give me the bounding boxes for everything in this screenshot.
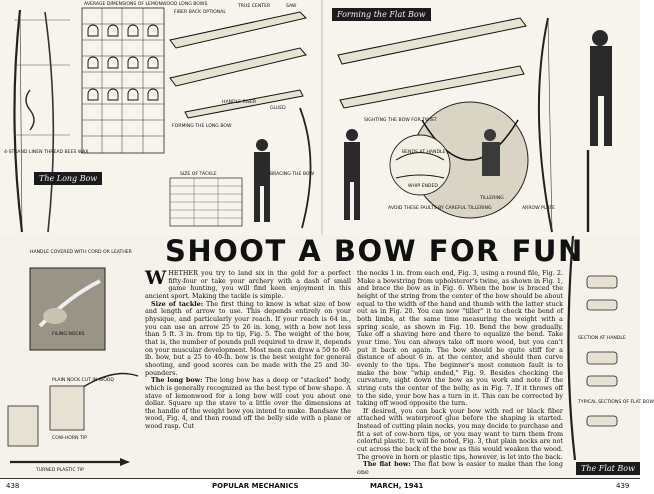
paragraph-long-bow [145,377,351,431]
bracing-label: BRACING THE BOW [270,172,315,177]
paragraph-flat-bow [357,461,563,476]
paragraph-text: If desired, you can back your bow with red or black fiber attached with waterproof glue before the shaping is started. Instead of cutting plain nocks, you may decide to purchase and fit a set of cow-horn tips, or you may want to turn them from colorful plastic. It will be noted, Fig. 3, that plain nocks are not cut across the back of the bow as this would weaken the wood. The groove in horn or plastic tips, however, is let into the back. [357,406,563,461]
bow-making-diagrams [0,0,640,235]
page-number-left: 438 [6,482,20,490]
article-headline: SHOOT A BOW FOR FUN [165,234,584,268]
paragraph-intro [145,267,351,301]
string-parts-label: 4-STRAND LINEN THREAD BEES WAX [4,150,89,155]
true-center-label: TRUE CENTER [238,4,271,9]
paragraph-nocks [357,270,563,408]
typical-sections-label: TYPICAL SECTIONS OF FLAT BOW [578,400,654,405]
handle-riser-label: HANDLE RISER [222,100,257,105]
long-bow-badge: The Long Bow [34,172,102,185]
forming-long-bow-label: FORMING THE LONG BOW [172,124,232,129]
nock-details-illustration [0,236,142,478]
page-number-right: 439 [616,482,630,490]
paragraph-text: The long bow has a deep or "stacked" body, which is generally recognized as the best type of bow shape. A stave of lemonwood for a long bow will cost you about one dollar. Square up the stave to a little over the dimensions at the handle of the weight bow you intend to make. Bandsaw the wood, Fig. 4, and then round off the belly side with a plane or wood rasp. Cut [145,376,351,431]
arrow-plate-label: ARROW PLATE [522,206,556,211]
section-at-handle-label: SECTION AT HANDLE [578,336,626,341]
issue-date: MARCH, 1941 [370,482,424,490]
paragraph-text: The flat bow is easier to make than the long one [357,460,564,477]
drop-cap: W [145,267,167,289]
paragraph-lead: The long bow: [151,376,203,385]
paragraph-lead: The flat bow: [363,460,411,469]
whip-ended-label: WHIP ENDED [408,184,438,189]
filing-nocks-label: FILING NOCKS [52,332,85,337]
fiber-back-label: FIBER BACK OPTIONAL [174,10,226,15]
avoid-faults-label: AVOID THESE FAULTS BY CAREFUL TILLERING [388,206,492,211]
size-of-tackle-label: SIZE OF TACKLE [180,172,217,177]
plain-nock-label: PLAIN NOCK CUT IN WOOD [52,378,114,383]
avg-dimensions-label: AVERAGE DIMENSIONS OF LEMONWOOD LONG BOWS [84,2,208,7]
turned-plastic-tip-label: TURNED PLASTIC TIP [36,468,84,473]
paragraph-text: the nocks 1 in. from each end, Fig. 3, using a round file, Fig. 2. Make a bowstring from upholsterer's twine, as shown in Fig. 1, and brace the bow as in Fig. 6. When the bow is braced the height of the string from the center of the bow should be about equal to the width of the hand and thumb with the latter stuck out as in Fig. 20. You can now "tiller" it to check the bend of both limbs, at the same time measuring the weight with a spring scale, as shown in Fig. 10. Bend the bow gradually. Take off a shaving here and there to equalize the bend. Take your time. You can always take off more wood, but you can't put it back on again. The bow should be quite stiff for a distance of about 6 in. at the center, and should then curve evenly to the tips. The beginner's most common fault is to make the bow "whip ended," Fig. 9. Besides checking the curvature, sight down the bow as you work and note if the string cuts the center of the belly, as in Fig. 7. If it throws off to the side, your bow has a turn in it. This can be corrected by taking off wood opposite the turn. [357,269,563,408]
handle-covered-label: HANDLE COVERED WITH CORD OR LEATHER [30,250,132,255]
forming-badge: Forming the Flat Bow [332,8,431,21]
flat-bow-badge: The Flat Bow [576,462,640,475]
article-body [145,267,564,477]
magazine-title: POPULAR MECHANICS [212,482,299,490]
flat-bow-sections-illustration [565,236,640,478]
sighting-label: SIGHTING THE BOW FOR TWIST [364,118,437,123]
cow-horn-tip-label: COW-HORN TIP [52,436,87,441]
page-footer [0,478,640,494]
bends-at-handle-label: BENDS AT HANDLE [402,150,446,155]
text-column-2 [357,270,563,476]
text-column-1 [145,267,351,476]
paragraph-backing [357,408,563,462]
paragraph-text: HETHER you try to land six in the gold for a perfect fifty-four or take your archery with a dash of small game hunting, you will find keen enjoyment in this ancient sport. Making the tackle is simple. [145,269,351,300]
paragraph-lead: Size of tackle: [151,299,204,308]
paragraph-text: The first thing to know is what size of bow and length of arrow to use. This depends entirely on your physique, and particularly your reach. If your reach is 64 in., you can use an arrow 25 to 26 in. long, with a bow not less than 5 ft. 3 in. from tip to tip, Fig. 5. The weight of the bow, that is, the number of pounds pull required to draw it, depends on your muscular development. Most men can draw a 50 to 60-lb. bow, but a 25 to 40-lb. bow is the best weight for general shooting, and good scores can be made with the 25 and 30-pounders. [145,299,351,377]
tillering-label: TILLERING [480,196,504,201]
paragraph-size-of-tackle [145,301,351,378]
glued-label: GLUED [270,106,286,111]
saw-label: SAW [286,4,297,9]
